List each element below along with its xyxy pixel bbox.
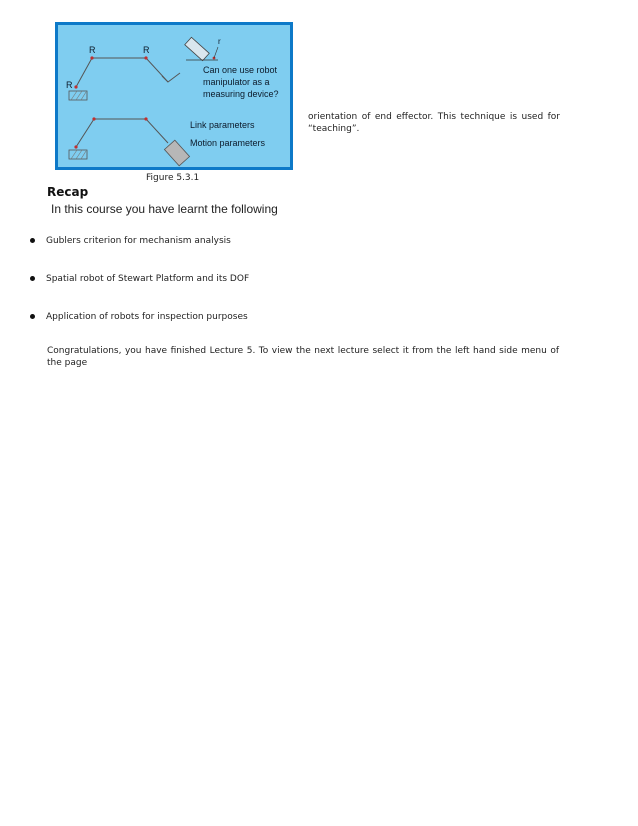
bullet-icon xyxy=(30,238,35,243)
link-parameters-label: Link parameters xyxy=(190,120,255,130)
joint-label-r2: R xyxy=(143,45,150,55)
joint-label-r3: R xyxy=(66,80,73,90)
figure-caption: Figure 5.3.1 xyxy=(146,173,200,183)
motion-parameters-label: Motion parameters xyxy=(190,138,266,148)
list-item-text: Spatial robot of Stewart Platform and its DOF xyxy=(46,274,250,284)
list-item xyxy=(30,312,248,322)
robot-figure xyxy=(55,22,293,170)
r-label: r xyxy=(218,37,221,46)
right-paragraph: orientation of end effector. This technique is used for “teaching”. xyxy=(308,112,560,134)
list-item-text: Gublers criterion for mechanism analysis xyxy=(46,236,231,246)
measured-object xyxy=(185,37,218,60)
closing-paragraph: Congratulations, you have finished Lecture 5. To view the next lecture select it from the left hand side menu of the page xyxy=(47,346,559,368)
recap-heading: Recap xyxy=(47,185,89,199)
list-item-text: Application of robots for inspection purposes xyxy=(46,312,248,322)
joint-label-r1: R xyxy=(89,45,96,55)
recap-intro: In this course you have learnt the following xyxy=(51,202,278,216)
lower-manipulator xyxy=(69,117,190,165)
bullet-icon xyxy=(30,276,35,281)
question-line-3: measuring device? xyxy=(203,89,279,99)
upper-manipulator xyxy=(69,56,180,100)
list-item xyxy=(30,274,249,284)
question-line-2: manipulator as a xyxy=(203,77,270,87)
list-item xyxy=(30,236,231,246)
bullet-icon xyxy=(30,314,35,319)
question-line-1: Can one use robot xyxy=(203,65,278,75)
